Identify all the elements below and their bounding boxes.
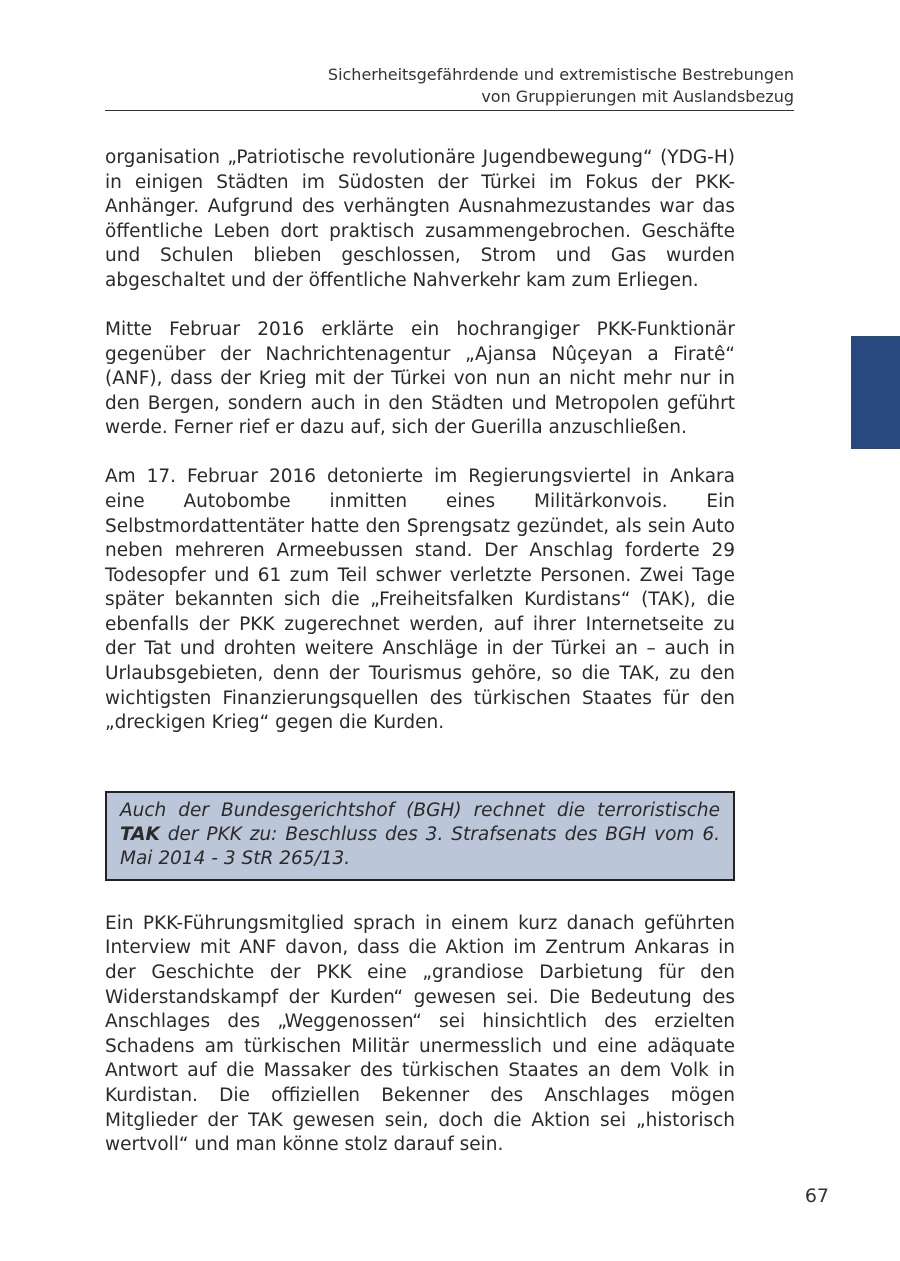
paragraph-interview: Ein PKK-Führungsmitglied sprach in einem kurz danach geführten Interview mit ANF davon, dass die Aktion im Zentrum Ankaras in der Geschichte der PKK eine „grandiose Darbietung für den Widerstandskampf der Kurden“ gewesen sei. Die Bedeutung des Anschlages des „Weggenossen“ sei hinsichtlich des erzielten Schadens am türkischen Militär unermesslich und eine adäquate Antwort auf die Massaker des türkischen Staates an dem Volk in Kurdistan. Die offiziellen Bekenner des Anschlages mögen Mitglieder der TAK gewesen sein, doch die Aktion sei „historisch wertvoll“ und man könne stolz darauf sein.: [105, 912, 735, 1156]
page-number: 67: [804, 1185, 829, 1207]
running-header-line-1: Sicherheitsgefährdende und extremistische Bestrebungen: [327, 65, 794, 84]
page-body: [105, 146, 735, 1158]
paragraph-february-statement: Mitte Februar 2016 erklärte ein hochrangiger PKK-Funktionär gegenüber der Nachrichtenagentur „Ajansa Nûçeyan a Firatê“ (ANF), dass der Krieg mit der Türkei von nun an nicht mehr nur in den Bergen, sondern auch in den Städten und Metropolen geführt werde. Ferner rief er dazu auf, sich der Guerilla anzuschließen.: [105, 318, 735, 439]
chapter-tab-marker: [851, 336, 900, 449]
info-box: [105, 791, 735, 881]
paragraph-ankara-attack: Am 17. Februar 2016 detonierte im Regierungsviertel in Ankara eine Autobombe inmitten eines Militärkonvois. Ein Selbstmordattentäter hatte den Sprengsatz gezündet, als sein Auto neben mehreren Armeebussen stand. Der Anschlag forderte 29 Todesopfer und 61 zum Teil schwer verletzte Personen. Zwei Tage später bekannten sich die „Freiheitsfalken Kurdistans“ (TAK), die ebenfalls der PKK zugerechnet werden, auf ihrer Internetseite zu der Tat und drohten weitere Anschläge in der Türkei an – auch in Urlaubsgebieten, denn der Tourismus gehöre, so die TAK, zu den wichtigsten Finanzierungsquellen des türkischen Staates für den „dreckigen Krieg“ gegen die Kurden.: [105, 466, 735, 734]
running-header: [105, 64, 794, 111]
info-box-text-end: der PKK zu: Beschluss des 3. Strafsenats des BGH vom 6. Mai 2014 - 3 StR 265/13.: [120, 823, 720, 869]
running-header-line-2: von Gruppierungen mit Auslandsbezug: [481, 87, 794, 106]
info-box-emphasis: TAK: [120, 823, 160, 845]
info-box-text-start: Auch der Bundesgerichtshof (BGH) rechnet die terroristische: [120, 799, 720, 821]
paragraph-ydgh: organisation „Patriotische revolutionäre Jugendbewegung“ (YDG-H) in einigen Städten im Südosten der Türkei im Fokus der PKK-Anhänger. Aufgrund des verhängten Ausnahmezustandes war das öffentliche Leben dort praktisch zusammengebrochen. Geschäfte und Schulen blieben geschlossen, Strom und Gas wurden abgeschaltet und der öffentliche Nahverkehr kam zum Erliegen.: [105, 147, 735, 291]
